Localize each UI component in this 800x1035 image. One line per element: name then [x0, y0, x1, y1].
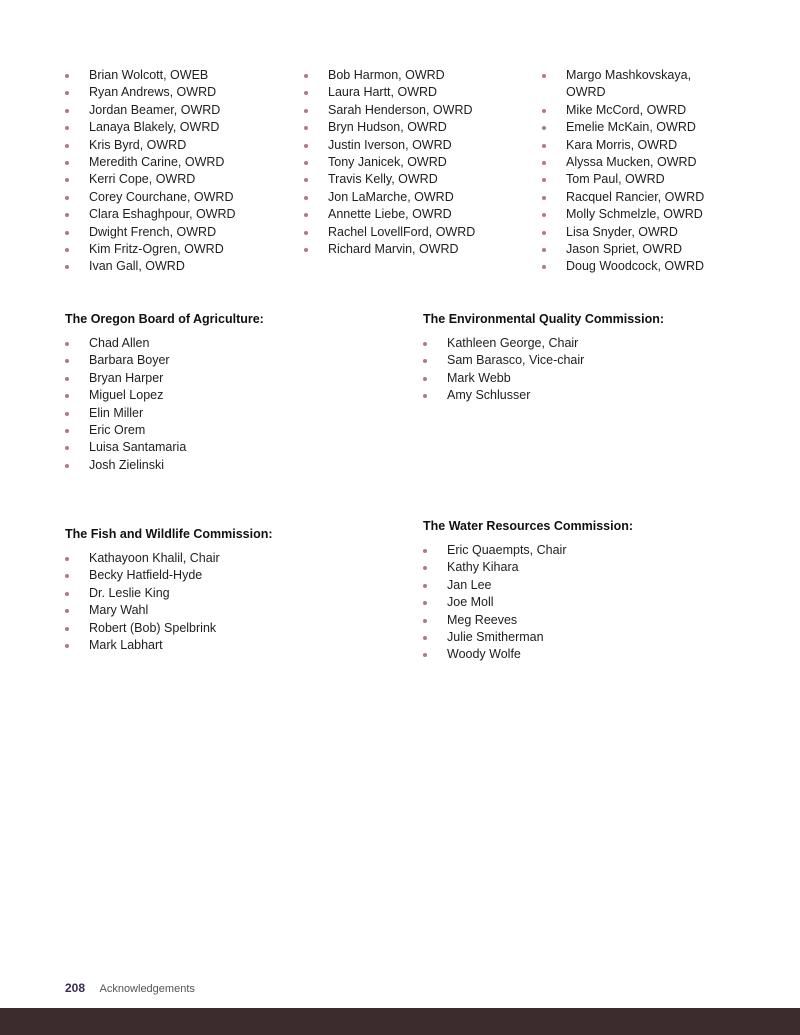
staff-list-item: Kris Byrd, OWRD: [65, 137, 285, 154]
staff-list-column-1: [65, 67, 285, 276]
member-list-item: Mary Wahl: [65, 602, 395, 619]
staff-list-item: Molly Schmelzle, OWRD: [542, 206, 712, 223]
staff-list-item: Mike McCord, OWRD: [542, 102, 712, 119]
staff-list-item: Richard Marvin, OWRD: [304, 241, 524, 258]
section-heading: The Oregon Board of Agriculture:: [65, 312, 264, 326]
agriculture-board-section: [65, 311, 395, 474]
staff-list-item: Ryan Andrews, OWRD: [65, 84, 285, 101]
staff-list-item: Bob Harmon, OWRD: [304, 67, 524, 84]
member-list-item: Dr. Leslie King: [65, 585, 395, 602]
staff-list-item: Tony Janicek, OWRD: [304, 154, 524, 171]
member-list-item: Meg Reeves: [423, 612, 753, 629]
member-list: [423, 542, 753, 664]
member-list-item: Julie Smitherman: [423, 629, 753, 646]
staff-list-item: Dwight French, OWRD: [65, 224, 285, 241]
member-list-item: Bryan Harper: [65, 370, 395, 387]
member-list-item: Kathy Kihara: [423, 559, 753, 576]
member-list-item: Chad Allen: [65, 335, 395, 352]
member-list-item: Robert (Bob) Spelbrink: [65, 620, 395, 637]
staff-list-item: Kara Morris, OWRD: [542, 137, 712, 154]
member-list-item: Mark Webb: [423, 370, 753, 387]
staff-list-item: Travis Kelly, OWRD: [304, 171, 524, 188]
staff-list-item: Tom Paul, OWRD: [542, 171, 712, 188]
staff-list-item: Meredith Carine, OWRD: [65, 154, 285, 171]
staff-list-item: Bryn Hudson, OWRD: [304, 119, 524, 136]
environmental-quality-commission-section: [423, 311, 753, 405]
staff-list-item: Alyssa Mucken, OWRD: [542, 154, 712, 171]
member-list-item: Woody Wolfe: [423, 646, 753, 663]
member-list: [65, 550, 395, 654]
staff-list-item: Doug Woodcock, OWRD: [542, 258, 712, 275]
staff-list-item: Brian Wolcott, OWEB: [65, 67, 285, 84]
water-resources-commission-section: [423, 518, 753, 664]
staff-list-item: Corey Courchane, OWRD: [65, 189, 285, 206]
staff-list-item: Rachel LovellFord, OWRD: [304, 224, 524, 241]
member-list-item: Eric Quaempts, Chair: [423, 542, 753, 559]
staff-list-column-3: [542, 67, 712, 276]
staff-list-item: Kerri Cope, OWRD: [65, 171, 285, 188]
staff-list-item: Laura Hartt, OWRD: [304, 84, 524, 101]
member-list-item: Eric Orem: [65, 422, 395, 439]
staff-list-item: Jon LaMarche, OWRD: [304, 189, 524, 206]
staff-list-item: Ivan Gall, OWRD: [65, 258, 285, 275]
staff-list-item: Kim Fritz-Ogren, OWRD: [65, 241, 285, 258]
member-list-item: Mark Labhart: [65, 637, 395, 654]
section-heading: The Fish and Wildlife Commission:: [65, 527, 273, 541]
staff-list-item: Jason Spriet, OWRD: [542, 241, 712, 258]
staff-list-column-2: [304, 67, 524, 258]
member-list-item: Amy Schlusser: [423, 387, 753, 404]
member-list: [65, 335, 395, 474]
staff-list-item: Annette Liebe, OWRD: [304, 206, 524, 223]
member-list-item: Kathayoon Khalil, Chair: [65, 550, 395, 567]
staff-list-item: Sarah Henderson, OWRD: [304, 102, 524, 119]
page-number: 208: [65, 981, 86, 995]
bottom-color-bar: [0, 1008, 800, 1035]
member-list-item: Joe Moll: [423, 594, 753, 611]
section-heading: The Water Resources Commission:: [423, 519, 634, 533]
staff-list-item: Clara Eshaghpour, OWRD: [65, 206, 285, 223]
staff-list-item: Racquel Rancier, OWRD: [542, 189, 712, 206]
member-list-item: Barbara Boyer: [65, 352, 395, 369]
fish-wildlife-commission-section: [65, 526, 395, 654]
member-list-item: Becky Hatfield-Hyde: [65, 567, 395, 584]
member-list: [423, 335, 753, 405]
member-list-item: Kathleen George, Chair: [423, 335, 753, 352]
staff-list-item: Emelie McKain, OWRD: [542, 119, 712, 136]
staff-list-item: Lanaya Blakely, OWRD: [65, 119, 285, 136]
member-list-item: Sam Barasco, Vice-chair: [423, 352, 753, 369]
member-list-item: Josh Zielinski: [65, 457, 395, 474]
staff-list-item: Lisa Snyder, OWRD: [542, 224, 712, 241]
member-list-item: Jan Lee: [423, 577, 753, 594]
section-heading: The Environmental Quality Commission:: [423, 312, 665, 326]
member-list-item: Luisa Santamaria: [65, 439, 395, 456]
staff-list-item: Jordan Beamer, OWRD: [65, 102, 285, 119]
page-footer: [65, 981, 195, 995]
member-list-item: Miguel Lopez: [65, 387, 395, 404]
member-list-item: Elin Miller: [65, 405, 395, 422]
staff-list-item: Justin Iverson, OWRD: [304, 137, 524, 154]
staff-list-item: Margo Mashkovskaya, OWRD: [542, 67, 712, 102]
footer-section-label: Acknowledgements: [99, 983, 195, 995]
